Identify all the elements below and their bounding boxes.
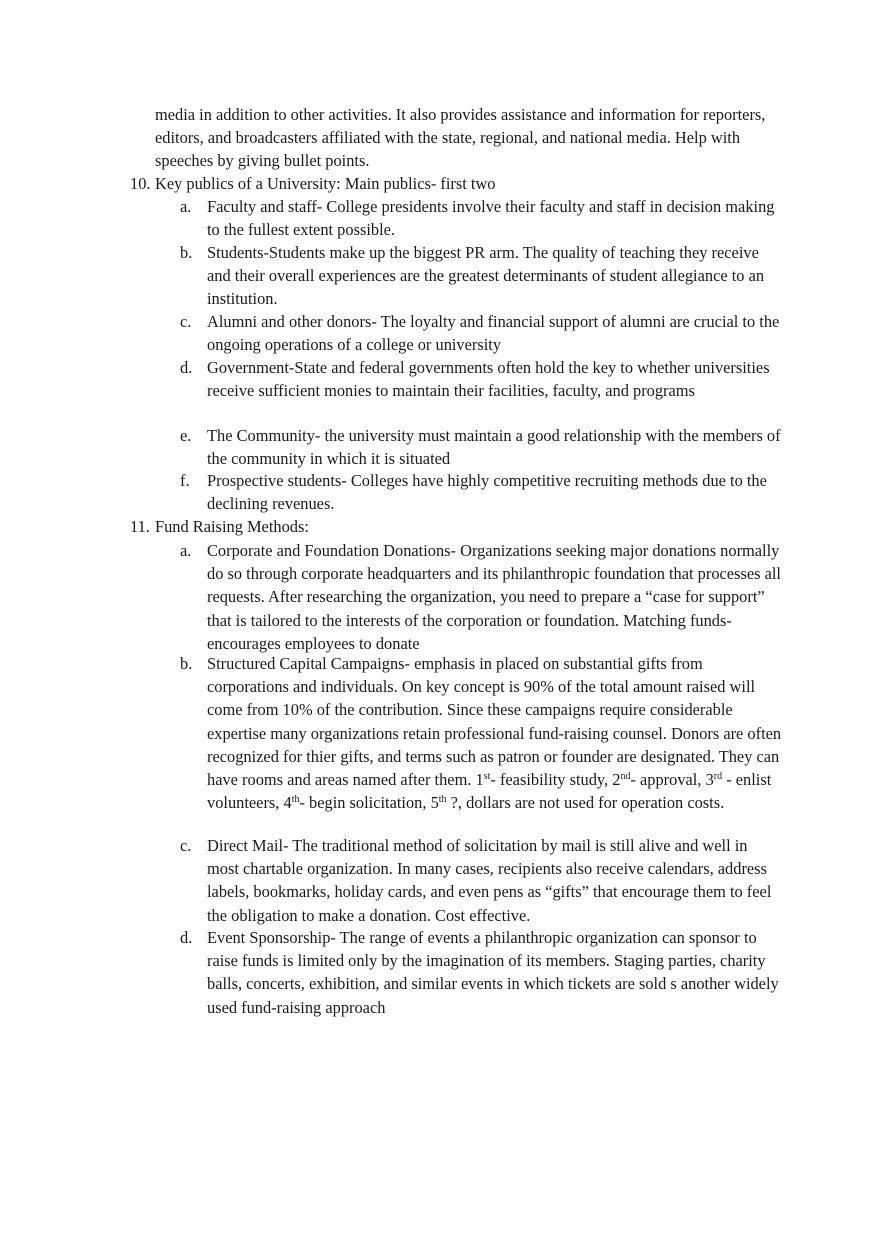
subitem-text: Alumni and other donors- The loyalty and financial support of alumni are crucial to the ongoing operations of a college or university bbox=[207, 312, 780, 355]
subitem-letter: c. bbox=[180, 312, 192, 331]
subitem-text: Event Sponsorship- The range of events a philanthropic organization can sponsor to raise funds is limited only by the imagination of its members. Staging parties, charity balls, concerts, exhibition, and similar events in which tickets are sold s another widely used fund-raising approach bbox=[207, 928, 779, 1017]
item-number: 11. bbox=[130, 517, 150, 536]
subitem-text-main: Structured Capital Campaigns- emphasis in placed on substantial gifts from corporations and individuals. On key concept is 90% of the total amount raised will come from 10% of the contribution. Since these campaigns require considerable expertise many organizations retain professional fund-raising counsel. Donors are often recognized for thier gifts, and terms such as patron or founder are designated. They can have rooms and areas named after them. bbox=[207, 654, 782, 790]
subitem-letter: b. bbox=[180, 654, 193, 673]
subitem-text: Corporate and Foundation Donations- Organizations seeking major donations normally do so through corporate headquarters and its philanthropic foundation that processes all requests. After researching the organization, you need to prepare a “case for support” that is tailored to the interests of the corporation or foundation. Matching funds- encourages employees to donate bbox=[207, 541, 781, 653]
subitem-letter: d. bbox=[180, 358, 193, 377]
subitem-text: Students-Students make up the biggest PR arm. The quality of teaching they receive and their overall experiences are the greatest determinants of student allegiance to an institution. bbox=[207, 243, 765, 309]
item-number: 10. bbox=[130, 174, 151, 193]
subitem-letter: b. bbox=[180, 243, 193, 262]
subitem-text: Prospective students- Colleges have highly competitive recruiting methods due to the declining revenues. bbox=[207, 471, 767, 514]
subitem-letter: c. bbox=[180, 836, 192, 855]
subitem-text: Faculty and staff- College presidents involve their faculty and staff in decision making to the fullest extent possible. bbox=[207, 197, 775, 240]
subitem-letter: a. bbox=[180, 197, 192, 216]
continued-paragraph: media in addition to other activities. It also provides assistance and information for reporters, editors, and broadcasters affiliated with the state, regional, and national media. Help with speeches by giving bullet points. bbox=[155, 105, 766, 171]
subitem-letter: d. bbox=[180, 928, 193, 947]
subitem-text: The Community- the university must maintain a good relationship with the members of the community in which it is situated bbox=[207, 426, 781, 469]
subitem-text: Structured Capital Campaigns- emphasis in placed on substantial gifts from corporations and individuals. On key concept is 90% of the total amount raised will come from 10% of the contribution. Since these campaigns require considerable expertise many organizations retain professional fund-raising counsel. Donors are often recognized for thier gifts, and terms such as patron or founder are designated. They can have rooms and areas named after them. 1st- feasibility study, 2nd- approval, 3rd - enlist volunteers, 4th- begin solicitation, 5th ?, dollars are not used for operation costs. bbox=[207, 654, 782, 813]
item-heading: Fund Raising Methods: bbox=[155, 517, 309, 536]
item-heading: Key publics of a University: Main publics- first two bbox=[155, 174, 496, 193]
subitem-letter: f. bbox=[180, 471, 190, 490]
subitem-text: Government-State and federal governments often hold the key to whether universities receive sufficient monies to maintain their facilities, faculty, and programs bbox=[207, 358, 770, 401]
subitem-letter: a. bbox=[180, 541, 192, 560]
subitem-text: Direct Mail- The traditional method of solicitation by mail is still alive and well in most chartable organization. In many cases, recipients also receive calendars, address labels, bookmarks, holiday cards, and even pens as “gifts” that encourage them to feel the obligation to make a donation. Cost effective. bbox=[207, 836, 772, 925]
subitem-letter: e. bbox=[180, 426, 192, 445]
